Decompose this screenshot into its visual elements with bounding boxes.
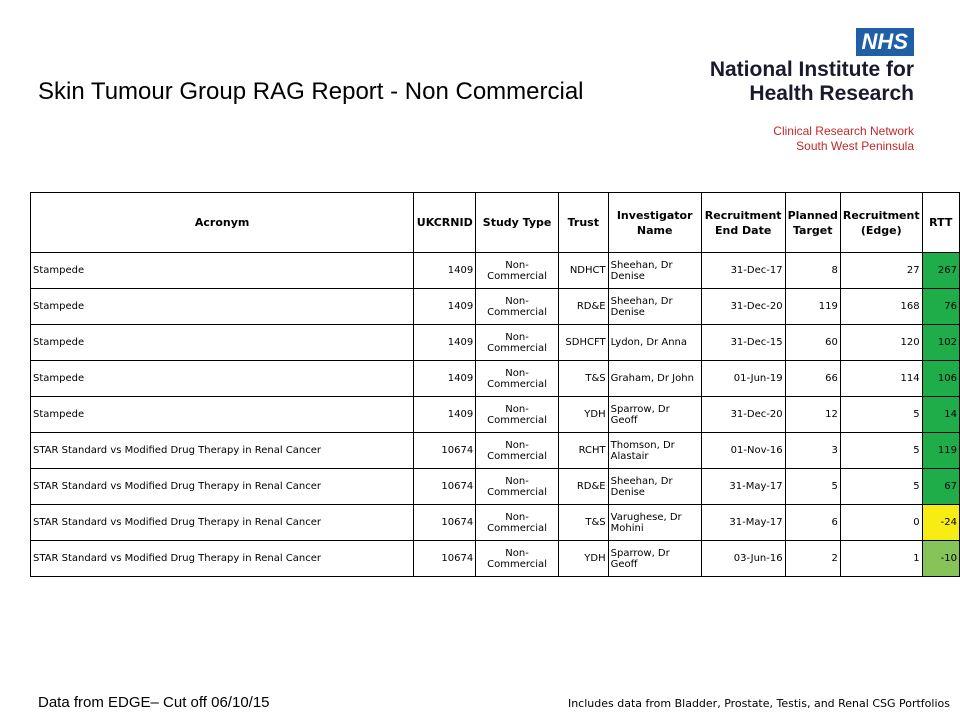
table-header-row: [31, 193, 960, 253]
nihr-logo: [706, 26, 914, 184]
table-row: [31, 361, 960, 397]
cell-acronym: STAR Standard vs Modified Drug Therapy in Renal Cancer: [31, 433, 414, 469]
cell-ukcrnid: 1409: [414, 289, 476, 325]
cell-planned-target: 3: [785, 433, 840, 469]
cell-acronym: Stampede: [31, 361, 414, 397]
header-study-type: Study Type: [476, 193, 559, 253]
cell-acronym: Stampede: [31, 289, 414, 325]
cell-recruitment: 5: [840, 433, 922, 469]
cell-ukcrnid: 10674: [414, 505, 476, 541]
nhs-logo-badge: NHS: [856, 28, 914, 56]
page-title: Skin Tumour Group RAG Report - Non Commercial: [38, 78, 584, 105]
cell-ukcrnid: 1409: [414, 397, 476, 433]
cell-planned-target: 8: [785, 253, 840, 289]
cell-trust: SDHCFT: [558, 325, 608, 361]
cell-acronym: Stampede: [31, 397, 414, 433]
cell-ukcrnid: 10674: [414, 433, 476, 469]
cell-trust: RD&E: [558, 289, 608, 325]
logo-crn-line2: South West Peninsula: [796, 139, 914, 153]
table-row: [31, 397, 960, 433]
cell-end-date: 31-Dec-20: [701, 397, 785, 433]
cell-rtt: -10: [922, 541, 959, 577]
cell-end-date: 31-Dec-17: [701, 253, 785, 289]
cell-planned-target: 6: [785, 505, 840, 541]
cell-rtt: 76: [922, 289, 959, 325]
cell-study-type: Non-Commercial: [476, 397, 559, 433]
cell-end-date: 31-May-17: [701, 505, 785, 541]
cell-trust: YDH: [558, 397, 608, 433]
nhs-logo-badge-wrap: [856, 28, 914, 56]
cell-investigator: Thomson, Dr Alastair: [608, 433, 701, 469]
cell-trust: RD&E: [558, 469, 608, 505]
cell-recruitment: 0: [840, 505, 922, 541]
cell-recruitment: 168: [840, 289, 922, 325]
cell-rtt: 67: [922, 469, 959, 505]
footer-includes-note: Includes data from Bladder, Prostate, Testis, and Renal CSG Portfolios: [567, 697, 950, 710]
cell-study-type: Non-Commercial: [476, 289, 559, 325]
table-row: [31, 433, 960, 469]
cell-rtt: 106: [922, 361, 959, 397]
cell-recruitment: 1: [840, 541, 922, 577]
header-investigator: Investigator Name: [608, 193, 701, 253]
table-row: [31, 289, 960, 325]
cell-investigator: Sparrow, Dr Geoff: [608, 541, 701, 577]
cell-end-date: 01-Nov-16: [701, 433, 785, 469]
cell-planned-target: 60: [785, 325, 840, 361]
cell-end-date: 31-May-17: [701, 469, 785, 505]
cell-trust: T&S: [558, 505, 608, 541]
cell-planned-target: 5: [785, 469, 840, 505]
cell-acronym: STAR Standard vs Modified Drug Therapy in Renal Cancer: [31, 469, 414, 505]
cell-rtt: 119: [922, 433, 959, 469]
table-row: [31, 325, 960, 361]
cell-investigator: Graham, Dr John: [608, 361, 701, 397]
cell-rtt: 267: [922, 253, 959, 289]
cell-planned-target: 2: [785, 541, 840, 577]
cell-recruitment: 5: [840, 397, 922, 433]
cell-study-type: Non-Commercial: [476, 325, 559, 361]
header-acronym: Acronym: [31, 193, 414, 253]
table-body: [31, 253, 960, 577]
cell-ukcrnid: 10674: [414, 541, 476, 577]
cell-acronym: Stampede: [31, 253, 414, 289]
logo-org-line2: Health Research: [749, 82, 914, 105]
cell-trust: NDHCT: [558, 253, 608, 289]
cell-study-type: Non-Commercial: [476, 541, 559, 577]
cell-investigator: Sparrow, Dr Geoff: [608, 397, 701, 433]
cell-end-date: 03-Jun-16: [701, 541, 785, 577]
header-rtt: RTT: [922, 193, 959, 253]
cell-ukcrnid: 1409: [414, 325, 476, 361]
cell-end-date: 31-Dec-20: [701, 289, 785, 325]
cell-study-type: Non-Commercial: [476, 433, 559, 469]
rag-table: [30, 192, 960, 577]
cell-rtt: -24: [922, 505, 959, 541]
cell-rtt: 102: [922, 325, 959, 361]
cell-study-type: Non-Commercial: [476, 505, 559, 541]
header-planned-target: Planned Target: [785, 193, 840, 253]
cell-ukcrnid: 1409: [414, 361, 476, 397]
cell-study-type: Non-Commercial: [476, 361, 559, 397]
cell-recruitment: 120: [840, 325, 922, 361]
table-row: [31, 505, 960, 541]
cell-investigator: Sheehan, Dr Denise: [608, 469, 701, 505]
header-recruitment-edge: Recruitment (Edge): [840, 193, 922, 253]
cell-acronym: Stampede: [31, 325, 414, 361]
cell-trust: T&S: [558, 361, 608, 397]
cell-planned-target: 119: [785, 289, 840, 325]
cell-investigator: Lydon, Dr Anna: [608, 325, 701, 361]
logo-crn-line1: Clinical Research Network: [773, 124, 914, 138]
cell-end-date: 31-Dec-15: [701, 325, 785, 361]
cell-ukcrnid: 10674: [414, 469, 476, 505]
logo-org-line1: National Institute for: [709, 58, 914, 81]
cell-study-type: Non-Commercial: [476, 253, 559, 289]
cell-acronym: STAR Standard vs Modified Drug Therapy in Renal Cancer: [31, 505, 414, 541]
cell-trust: YDH: [558, 541, 608, 577]
cell-ukcrnid: 1409: [414, 253, 476, 289]
cell-recruitment: 5: [840, 469, 922, 505]
table-row: [31, 253, 960, 289]
cell-recruitment: 27: [840, 253, 922, 289]
cell-investigator: Sheehan, Dr Denise: [608, 253, 701, 289]
table-row: [31, 469, 960, 505]
cell-investigator: Sheehan, Dr Denise: [608, 289, 701, 325]
table-row: [31, 541, 960, 577]
footer-data-source: Data from EDGE– Cut off 06/10/15: [38, 694, 270, 711]
cell-acronym: STAR Standard vs Modified Drug Therapy in Renal Cancer: [31, 541, 414, 577]
header-ukcrnid: UKCRNID: [414, 193, 476, 253]
header-recruitment-end: Recruitment End Date: [701, 193, 785, 253]
cell-recruitment: 114: [840, 361, 922, 397]
cell-rtt: 14: [922, 397, 959, 433]
cell-trust: RCHT: [558, 433, 608, 469]
cell-planned-target: 66: [785, 361, 840, 397]
cell-end-date: 01-Jun-19: [701, 361, 785, 397]
header-trust: Trust: [558, 193, 608, 253]
cell-planned-target: 12: [785, 397, 840, 433]
cell-investigator: Varughese, Dr Mohini: [608, 505, 701, 541]
cell-study-type: Non-Commercial: [476, 469, 559, 505]
